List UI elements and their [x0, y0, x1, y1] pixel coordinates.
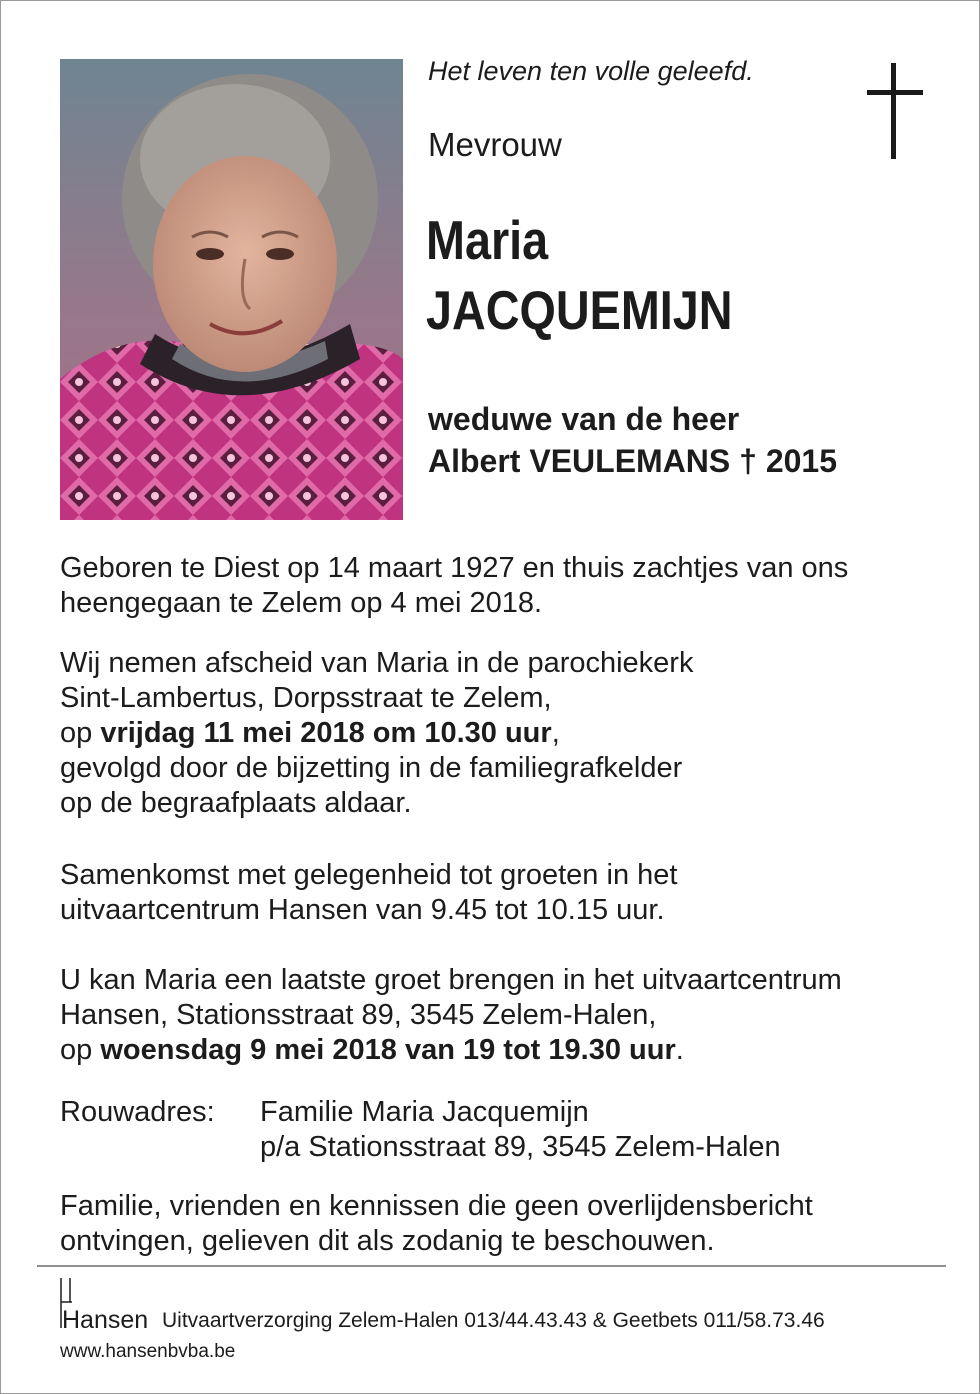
visit-line-3-prefix: op — [60, 1034, 101, 1066]
visit-paragraph — [60, 963, 842, 1068]
deceased-name — [426, 205, 733, 345]
funeral-date: vrijdag 11 mei 2018 om 10.30 uur — [100, 717, 552, 749]
visit-line-3-suffix: . — [675, 1034, 684, 1066]
birth-paragraph — [60, 551, 848, 621]
birth-line-1: Geboren te Diest op 14 maart 1927 en thuis zachtjes van ons — [60, 552, 849, 584]
website-link[interactable]: www.hansenbvba.be — [60, 1341, 236, 1362]
farewell-line-3-prefix: op — [60, 717, 101, 749]
visit-line-2: Hansen, Stationsstraat 89, 3545 Zelem-Halen, — [60, 999, 657, 1031]
widow-line-1: weduwe van de heer — [428, 401, 740, 437]
widow-notice — [428, 398, 837, 482]
portrait-photo — [60, 59, 403, 520]
farewell-line-5: op de begraafplaats aldaar. — [60, 787, 412, 819]
address-line-2: p/a Stationsstraat 89, 3545 Zelem-Halen — [260, 1131, 781, 1163]
cross-icon — [867, 63, 923, 159]
address-block — [260, 1095, 781, 1165]
address-line-1: Familie Maria Jacquemijn — [260, 1096, 589, 1128]
last-name: JACQUEMIJN — [426, 279, 733, 341]
visit-date: woensdag 9 mei 2018 van 19 tot 19.30 uur — [100, 1034, 676, 1066]
farewell-line-4: gevolgd door de bijzetting in de familiegrafkelder — [60, 752, 683, 784]
gathering-line-2: uitvaartcentrum Hansen van 9.45 tot 10.15 uur. — [60, 894, 665, 926]
farewell-line-3 — [60, 716, 693, 751]
gathering-paragraph — [60, 858, 677, 928]
cross-vertical — [891, 63, 896, 159]
farewell-line-2: Sint-Lambertus, Dorpsstraat te Zelem, — [60, 682, 552, 714]
address-label: Rouwadres: — [60, 1096, 215, 1128]
notice-paragraph — [60, 1189, 813, 1259]
farewell-line-1: Wij nemen afscheid van Maria in de parochiekerk — [60, 647, 694, 679]
motto: Het leven ten volle geleefd. — [428, 56, 754, 86]
salutation: Mevrouw — [428, 126, 562, 163]
gathering-line-1: Samenkomst met gelegenheid tot groeten in het — [60, 859, 678, 891]
visit-line-3 — [60, 1033, 842, 1068]
hansen-logo — [58, 1278, 158, 1330]
notice-line-2: ontvingen, gelieven dit als zodanig te beschouwen. — [60, 1225, 715, 1257]
visit-line-1: U kan Maria een laatste groet brengen in het uitvaartcentrum — [60, 964, 842, 996]
first-name: Maria — [426, 209, 549, 271]
farewell-paragraph — [60, 646, 693, 821]
widow-line-2: Albert VEULEMANS † 2015 — [428, 443, 838, 479]
cross-horizontal — [867, 90, 923, 95]
funeral-home-info: Uitvaartverzorging Zelem-Halen 013/44.43.43 & Geetbets 011/58.73.46 — [162, 1309, 825, 1332]
birth-line-2: heengegaan te Zelem op 4 mei 2018. — [60, 587, 543, 619]
logo-text: Hansen — [62, 1306, 149, 1330]
farewell-line-3-suffix: , — [551, 717, 560, 749]
notice-line-1: Familie, vrienden en kennissen die geen overlijdensbericht — [60, 1190, 813, 1222]
footer-divider — [37, 1265, 946, 1267]
portrait-image — [60, 59, 403, 520]
